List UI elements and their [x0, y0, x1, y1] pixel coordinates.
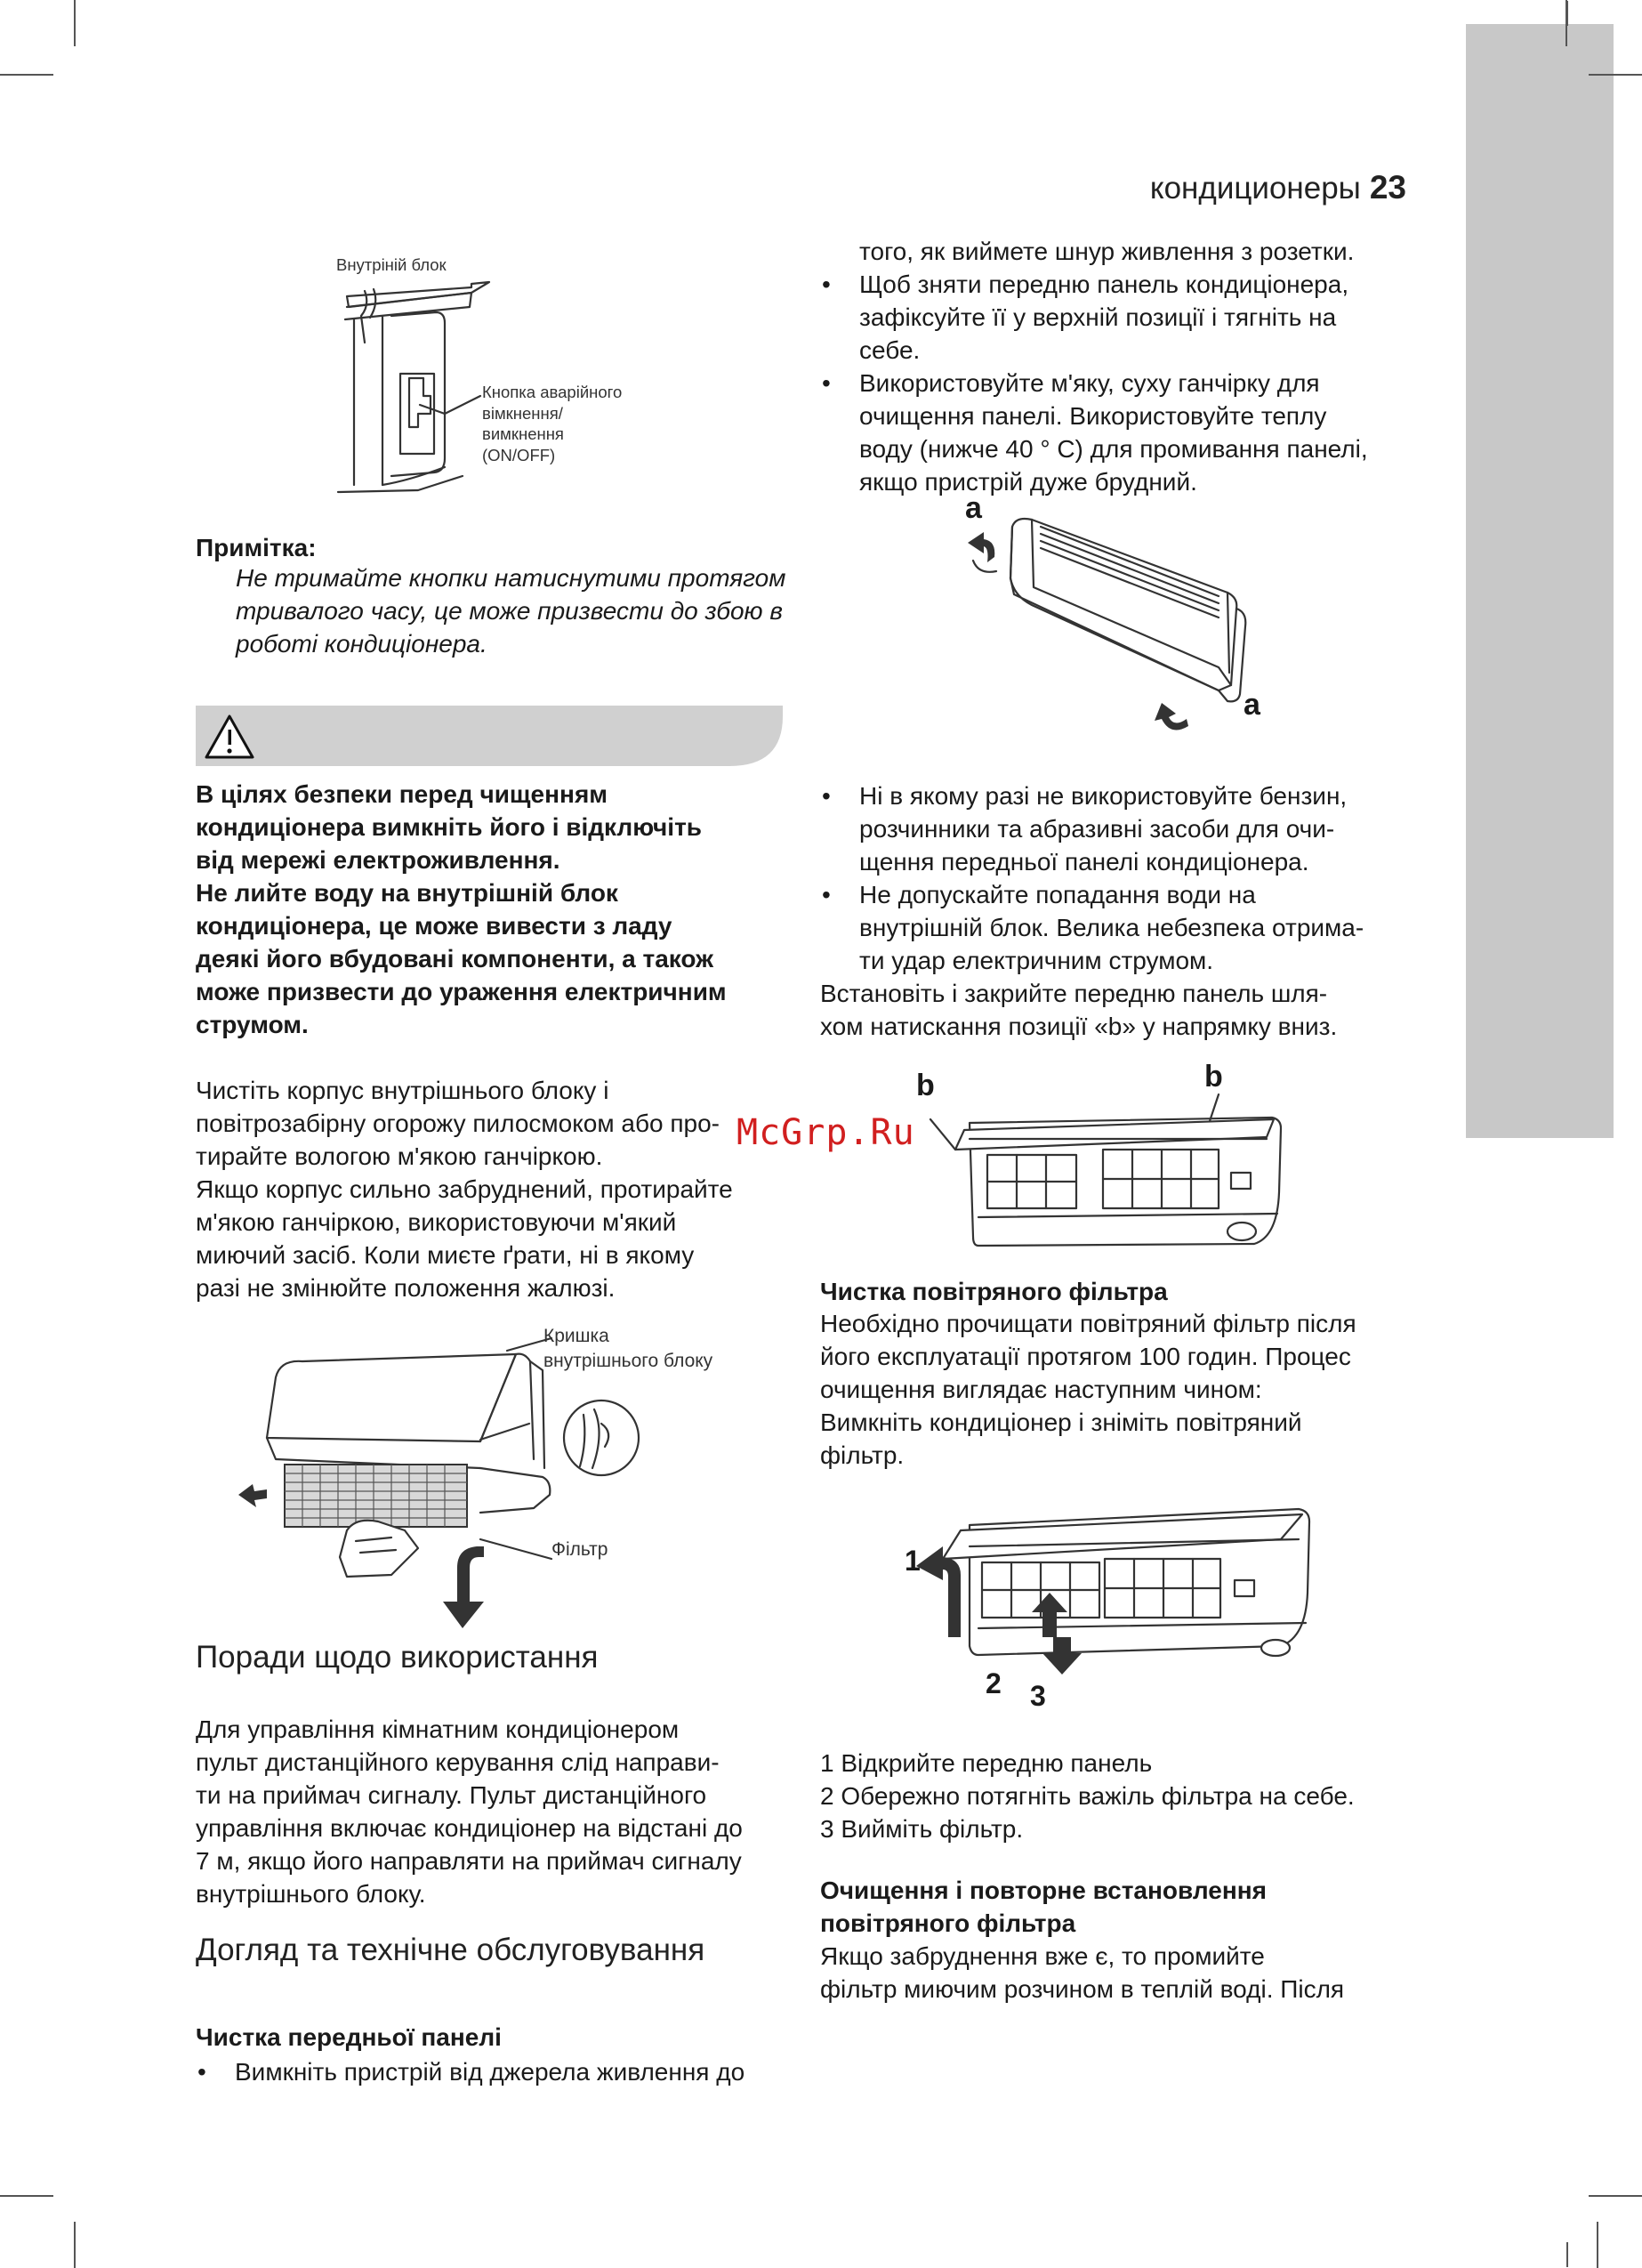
right-top-bullets	[820, 268, 1368, 498]
bullet-item: • Щоб зняти передню панель кондиціонера, зафіксуйте її у верхній позиції і тягніть на себе.	[820, 268, 1368, 367]
watermark: McGrp.Ru	[736, 1112, 915, 1153]
crop-mark	[1589, 74, 1642, 76]
filter-wash-title: Очищення і повторне встановлення повітряного фільтра	[820, 1877, 1268, 1937]
section-tips-body: Для управління кімнатним кондиціонером пульт дистанційного керування слід направи- ти на приймач сигналу. Пульт дистанційного управління включає кондиціонер на відстані до 7 м, якщо його направляти на приймач сигналу внутрішнього блоку.	[196, 1715, 743, 1908]
label-b-right: b	[1204, 1060, 1223, 1094]
warning-bar	[196, 706, 783, 768]
filter-clean-body: Необхідно прочищати повітряний фільтр після його експлуатації протягом 100 годин. Процес очищення виглядає наступним чином: Вимкніть кондиціонер і зніміть повітряний фільтр.	[820, 1310, 1356, 1469]
step-item: 1 Відкрийте передню панель	[820, 1749, 1153, 1777]
page-header	[1150, 169, 1406, 206]
header-section: кондиционеры	[1149, 171, 1361, 206]
step-label-3: 3	[1030, 1680, 1046, 1712]
close-panel-figure	[943, 1103, 1299, 1263]
filter-removal-figure	[213, 1335, 640, 1628]
bullet-item: • Використовуйте м'яку, суху ганчірку для очищення панелі. Використовуйте теплу воду (нижче 40 ° С) для промивання панелі, якщо пристрій дуже брудний.	[820, 367, 1368, 498]
filter-clean-title: Чистка повітряного фільтра	[820, 1278, 1168, 1305]
section-care-subtitle: Чистка передньої панелі	[196, 2023, 502, 2051]
crop-mark	[1589, 2195, 1642, 2197]
bullet-item: • Не допускайте попадання води на внутрішній блок. Велика небезпека отрима- ти удар електричним струмом.	[820, 878, 1364, 977]
step-label-2: 2	[986, 1667, 1002, 1699]
crop-mark	[74, 2222, 76, 2268]
crop-mark	[1597, 2222, 1598, 2268]
filter-steps-figure	[907, 1504, 1316, 1673]
page-number: 23	[1369, 169, 1406, 206]
side-tab	[1466, 24, 1614, 1138]
step-label-1: 1	[905, 1545, 921, 1577]
crop-mark	[1566, 2242, 1568, 2267]
bullet-item: • Ні в якому разі не використовуйте бензин, розчинники та абразивні засоби для очи- щення передньої панелі кондиціонера.	[820, 779, 1364, 878]
emergency-caption-top: Внутріній блок	[336, 255, 447, 274]
crop-mark	[1566, 1, 1568, 26]
emergency-caption-side: Кнопка аварійного вімкнення/ вимкнення (ON/OFF)	[482, 383, 623, 464]
section-care-title: Догляд та технічне обслуговування	[196, 1933, 705, 1967]
crop-mark	[74, 0, 76, 46]
warning-text: В цілях безпеки перед чищенням кондиціонера вимкніть його і відключіть від мережі електроживлення. Не лийте воду на внутрішній блок кондиціонера, це може вивести з ладу деякі його вбудовані компоненти, а також може призвести до ураження електричним струмом.	[196, 780, 727, 1038]
section-care-bullet: • Вимкніть пристрій від джерела живлення до	[196, 2055, 1642, 2088]
right-mid-bullets: • Ні в якому разі не використовуйте бензин, розчинники та абразивні засоби для очи- щення передньої панелі кондиціонера. • Не допускайте попадання води на внутрішній блок. Велика небезпека отрима- ти удар електричним струмом. Встановіть і закрийте передню панель шля- хом натискання позиції «b» у напрямку вниз.	[820, 779, 1364, 1043]
note-title: Примітка:	[196, 534, 317, 561]
right-continuation: того, як виймете шнур живлення з розетки.	[859, 238, 1355, 265]
step-item: 2 Обережно потягніть важіль фільтра на себе.	[820, 1782, 1355, 1810]
label-a-bottom: a	[1244, 688, 1260, 722]
label-cover: Кришка внутрішнього блоку	[543, 1326, 713, 1371]
section-tips-title: Поради щодо використання	[196, 1640, 599, 1675]
body-left: Чистіть корпус внутрішнього блоку і повітрозабірну огорожу пилосмоком або про- тирайте вологою м'якою ганчіркою. Якщо корпус сильно забруднений, протирайте м'якою ганчіркою, використовуючи м'який миючий засіб. Коли миєте ґрати, ні в якому разі не змінюйте положення жалюзі.	[196, 1077, 733, 1302]
label-a-top: a	[965, 491, 982, 525]
note-body: Не тримайте кнопки натиснутими протягом тривалого часу, це може призвести до збою в роботі кондиціонера.	[236, 564, 786, 658]
crop-mark	[0, 74, 53, 76]
front-panel-figure	[961, 507, 1263, 747]
crop-mark	[0, 2195, 53, 2197]
filter-wash-body: Якщо забруднення вже є, то промийте фільтр миючим розчином в теплій воді. Після	[820, 1942, 1345, 2003]
step-item: 3 Вийміть фільтр.	[820, 1815, 1024, 1843]
label-b-left: b	[916, 1069, 935, 1102]
label-filter: Фільтр	[551, 1539, 608, 1560]
steps-list	[820, 1747, 1355, 1845]
